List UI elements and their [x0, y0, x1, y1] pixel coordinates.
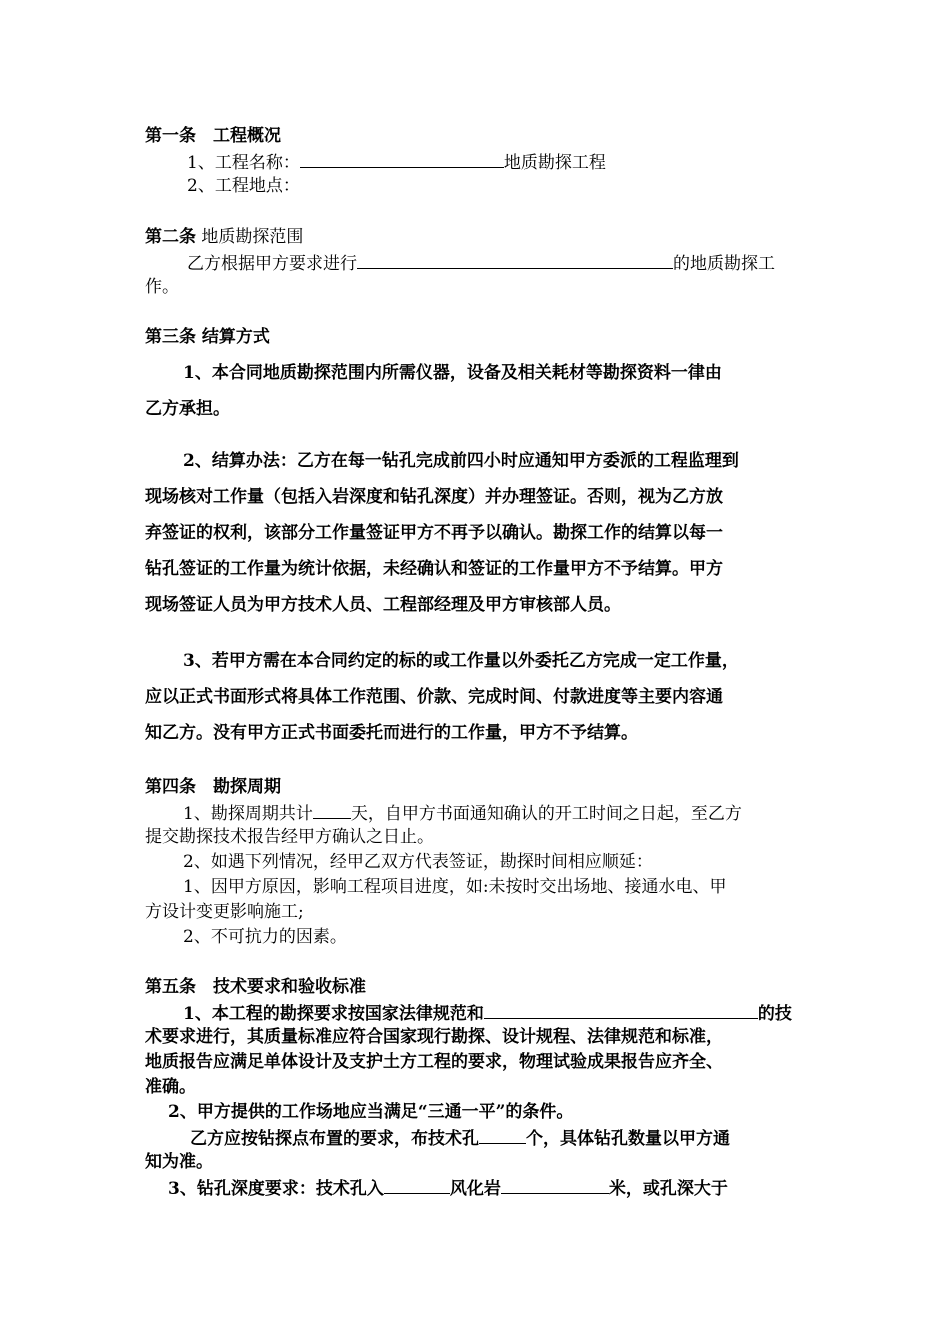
article-2-label: 第二条 — [145, 227, 196, 247]
article-1-heading: 第一条 工程概况 — [145, 126, 281, 146]
borehole-count-suffix: 个，具体钻孔数量以甲方通 — [526, 1129, 730, 1149]
article-5-heading: 第五条 技术要求和验收标准 — [145, 977, 366, 997]
article-3-heading: 第三条 结算方式 — [145, 327, 270, 347]
survey-scope-line — [187, 251, 775, 275]
project-name-suffix: 地质勘探工程 — [503, 153, 606, 173]
survey-scope-line-2: 作。 — [145, 277, 179, 297]
borehole-count-line — [190, 1126, 730, 1150]
depth-meters-blank[interactable] — [501, 1176, 609, 1194]
tech-req-line-3: 地质报告应满足单体设计及支护土方工程的要求，物理试验成果报告应齐全、 — [145, 1052, 723, 1072]
settlement-p3-line-3: 知乙方。没有甲方正式书面委托而进行的工作量，甲方不予结算。 — [145, 723, 638, 743]
settlement-p2-line-3: 弃签证的权利，该部分工作量签证甲方不再予以确认。勘探工作的结算以每一 — [145, 523, 723, 543]
survey-scope-suffix: 的地质勘探工 — [673, 254, 775, 274]
borehole-count-blank[interactable] — [479, 1126, 526, 1144]
project-location-line: 2、工程地点： — [187, 176, 300, 196]
settlement-p1-line-1: 1、本合同地质勘探范围内所需仪器，设备及相关耗材等勘探资料一律由 — [183, 363, 722, 383]
site-condition-line: 2、甲方提供的工作场地应当满足“三通一平”的条件。 — [168, 1102, 574, 1122]
article-2-title: 地质勘探范围 — [201, 227, 304, 247]
tech-req-prefix: 1、本工程的勘探要求按国家法律规范和 — [183, 1004, 484, 1024]
survey-scope-blank[interactable] — [357, 251, 673, 269]
article-4-heading: 第四条 勘探周期 — [145, 777, 281, 797]
tech-req-line-2: 术要求进行，其质量标准应符合国家现行勘探、设计规程、法律规范和标准， — [145, 1027, 723, 1047]
rock-type-blank[interactable] — [384, 1176, 450, 1194]
article-2-heading — [145, 226, 303, 248]
borehole-depth-prefix: 3、钻孔深度要求：技术孔入 — [168, 1179, 384, 1199]
settlement-p3-line-1: 3、若甲方需在本合同约定的标的或工作量以外委托乙方完成一定工作量， — [183, 651, 739, 671]
project-name-line — [187, 150, 606, 174]
tech-req-blank[interactable] — [484, 1001, 758, 1019]
settlement-p2-line-2: 现场核对工作量（包括入岩深度和钻孔深度）并办理签证。否则，视为乙方放 — [145, 487, 723, 507]
borehole-depth-line — [168, 1176, 728, 1200]
survey-period-prefix: 1、勘探周期共计 — [183, 804, 313, 824]
survey-period-line — [183, 801, 742, 825]
project-name-label: 1、工程名称： — [187, 153, 300, 173]
tech-req-line-4: 准确。 — [145, 1077, 196, 1097]
extension-line-3: 方设计变更影响施工; — [145, 902, 304, 922]
borehole-depth-suffix: 米，或孔深大于 — [608, 1179, 728, 1199]
borehole-count-prefix: 乙方应按钻探点布置的要求，布技术孔 — [190, 1129, 479, 1149]
survey-days-blank[interactable] — [313, 801, 351, 819]
extension-line-1: 2、如遇下列情况，经甲乙双方代表签证，勘探时间相应顺延： — [183, 852, 653, 872]
settlement-p2-line-1: 2、结算办法：乙方在每一钻孔完成前四小时应通知甲方委派的工程监理到 — [183, 451, 739, 471]
settlement-p1-line-2: 乙方承担。 — [145, 399, 230, 419]
tech-req-suffix: 的技 — [757, 1004, 792, 1024]
extension-line-4: 2、不可抗力的因素。 — [183, 927, 347, 947]
borehole-depth-mid: 风化岩 — [449, 1179, 501, 1199]
borehole-count-line-2: 知为准。 — [145, 1152, 213, 1172]
settlement-p2-line-5: 现场签证人员为甲方技术人员、工程部经理及甲方审核部人员。 — [145, 595, 621, 615]
survey-scope-prefix: 乙方根据甲方要求进行 — [187, 254, 357, 274]
extension-line-2: 1、因甲方原因，影响工程项目进度，如:未按时交出场地、接通水电、甲 — [183, 877, 727, 897]
settlement-p3-line-2: 应以正式书面形式将具体工作范围、价款、完成时间、付款进度等主要内容通 — [145, 687, 723, 707]
survey-period-line-2: 提交勘探技术报告经甲方确认之日止。 — [145, 827, 434, 847]
project-name-blank[interactable] — [300, 150, 504, 168]
settlement-p2-line-4: 钻孔签证的工作量为统计依据，未经确认和签证的工作量甲方不予结算。甲方 — [145, 559, 723, 579]
tech-req-line-1 — [183, 1001, 792, 1025]
survey-period-suffix: 天，自甲方书面通知确认的开工时间之日起，至乙方 — [350, 804, 742, 824]
